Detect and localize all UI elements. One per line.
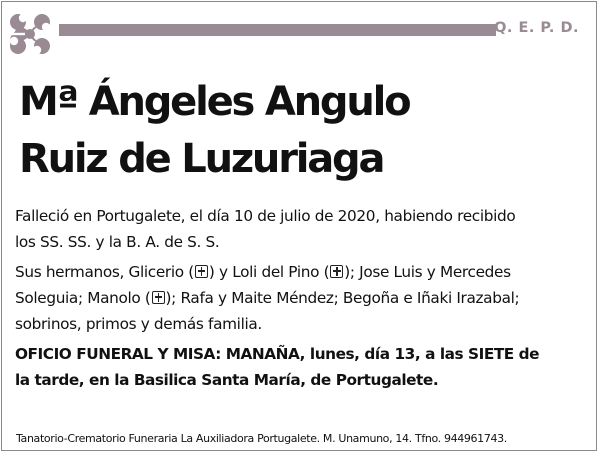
family-paragraph [15,259,587,337]
family-line1 [15,259,587,285]
cross-icon [152,291,165,304]
death-line1: Falleció en Portugalete, el día 10 de julio de 2020, habiendo recibido [15,207,516,225]
family-text: Sus hermanos, Glicerio ( [15,263,194,281]
family-text: ); Jose Luis y Mercedes [344,263,511,281]
notice-header [0,0,600,62]
header-divider-bar [59,24,496,36]
family-text: Soleguia; Manolo ( [15,289,151,307]
death-paragraph [15,203,587,255]
deceased-name-line1: Mª Ángeles Angulo [19,79,410,125]
family-line3: sobrinos, primos y demás familia. [15,315,262,333]
funeral-line1: OFICIO FUNERAL Y MISA: MANAÑA, lunes, día 13, a las SIETE de [15,345,540,363]
deceased-name [19,74,409,188]
funeral-line2: la tarde, en la Basilica Santa María, de Portugalete. [15,371,439,389]
cross-icon [330,265,343,278]
lauburu-icon [5,9,55,59]
cross-icon [195,265,208,278]
family-line2 [15,285,587,311]
qepd-label: Q. E. P. D. [494,20,579,36]
deceased-name-line2: Ruiz de Luzuriaga [19,136,384,182]
death-line2: los SS. SS. y la B. A. de S. S. [15,233,220,251]
notice-body [15,203,587,397]
funeral-paragraph [15,341,587,393]
family-text: ); Rafa y Maite Méndez; Begoña e Iñaki Irazabal; [165,289,520,307]
funeral-home-footer: Tanatorio-Crematorio Funeraria La Auxiliadora Portugalete. M. Unamuno, 14. Tfno. 944961743. [16,432,507,445]
family-text: ) y Loli del Pino ( [208,263,330,281]
